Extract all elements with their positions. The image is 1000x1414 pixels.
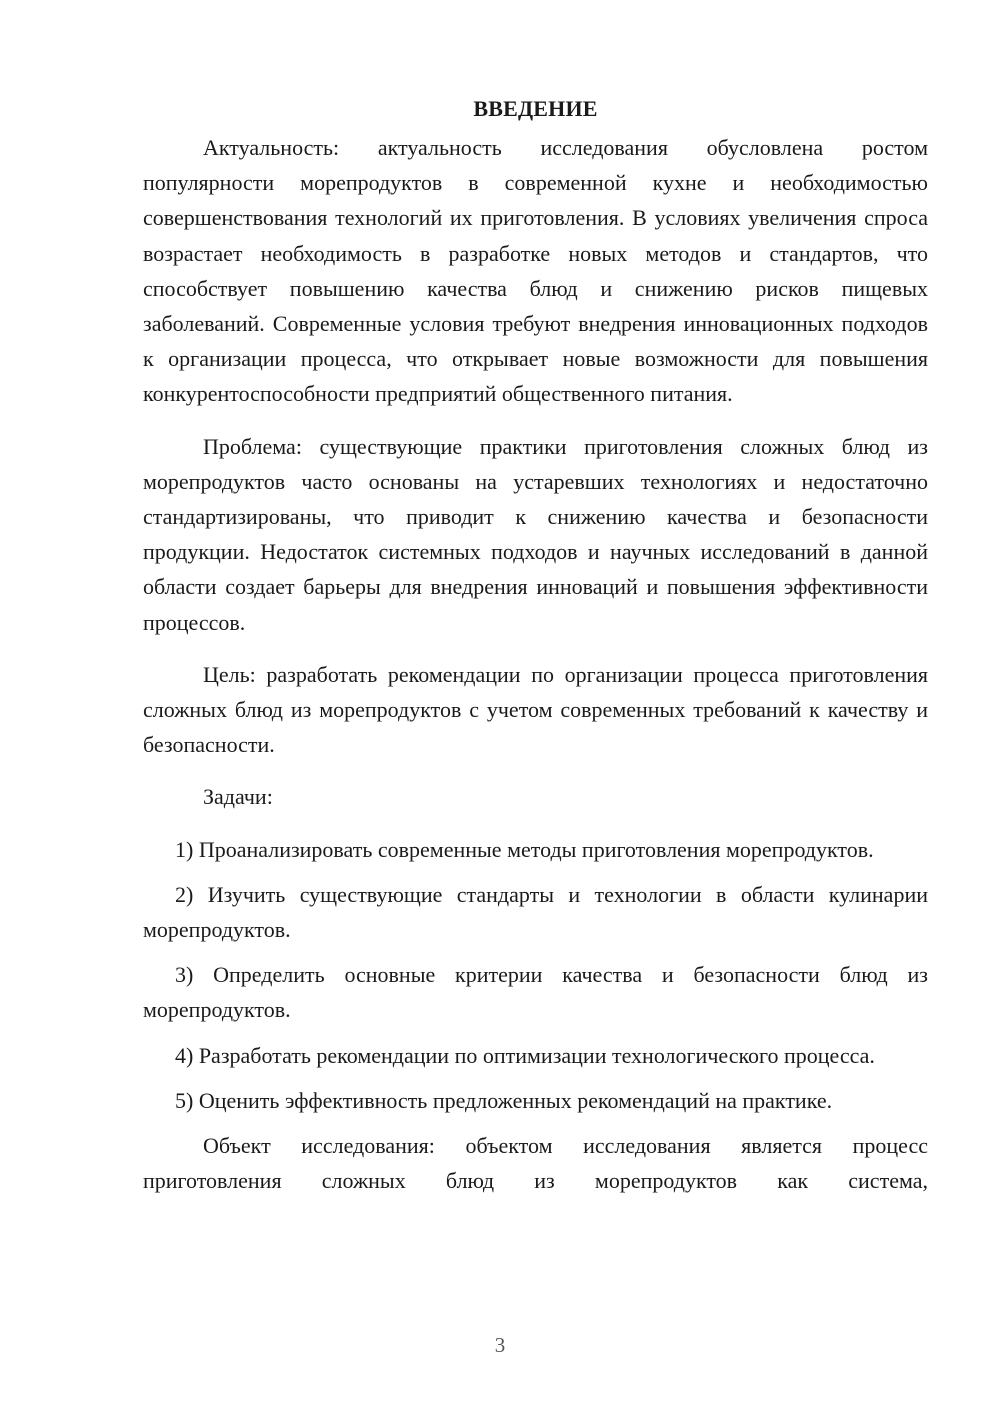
page-title: ВВЕДЕНИЕ [473,96,598,121]
task-item: 5) Оценить эффективность предложенных рекомендаций на практике. [175,1087,833,1113]
page-number: 3 [494,1333,506,1357]
document-page [143,94,928,1215]
paragraph-problem: Проблема: существующие практики приготовления сложных блюд из морепродуктов часто основаны на устаревших технологиях и недостаточно стандартизированы, что приводит к снижению качества и безопасности продукции. Недостаток системных подходов и научных исследований в данной области создает барьеры для внедрения инноваций и повышения эффективности процессов. [143,433,928,635]
task-item: 1) Проанализировать современные методы приготовления морепродуктов. [175,836,874,862]
task-item: 3) Определить основные критерии качества и безопасности блюд из морепродуктов. [143,962,928,1023]
paragraph-goal: Цель: разработать рекомендации по организации процесса приготовления сложных блюд из морепродуктов с учетом современных требований к качеству и безопасности. [143,661,928,758]
tasks-list [143,832,928,1118]
paragraph-object: Объект исследования: объектом исследования является процесс приготовления сложных блюд из морепродуктов как система, [143,1133,928,1194]
tasks-heading: Задачи: [203,784,273,810]
task-item: 4) Разработать рекомендации по оптимизации технологического процесса. [175,1042,875,1068]
task-item: 2) Изучить существующие стандарты и технологии в области кулинарии морепродуктов. [143,881,928,943]
paragraph-relevance: Актуальность: актуальность исследования обусловлена ростом популярности морепродуктов в современной кухне и необходимостью совершенствования технологий их приготовления. В условиях увеличения спроса возрастает необходимость в разработке новых методов и стандартов, что способствует повышению качества блюд и снижению рисков пищевых заболеваний. Современные условия требуют внедрения инновационных подходов к организации процесса, что открывает новые возможности для повышения конкурентоспособности предприятий общественного питания. [143,135,928,407]
